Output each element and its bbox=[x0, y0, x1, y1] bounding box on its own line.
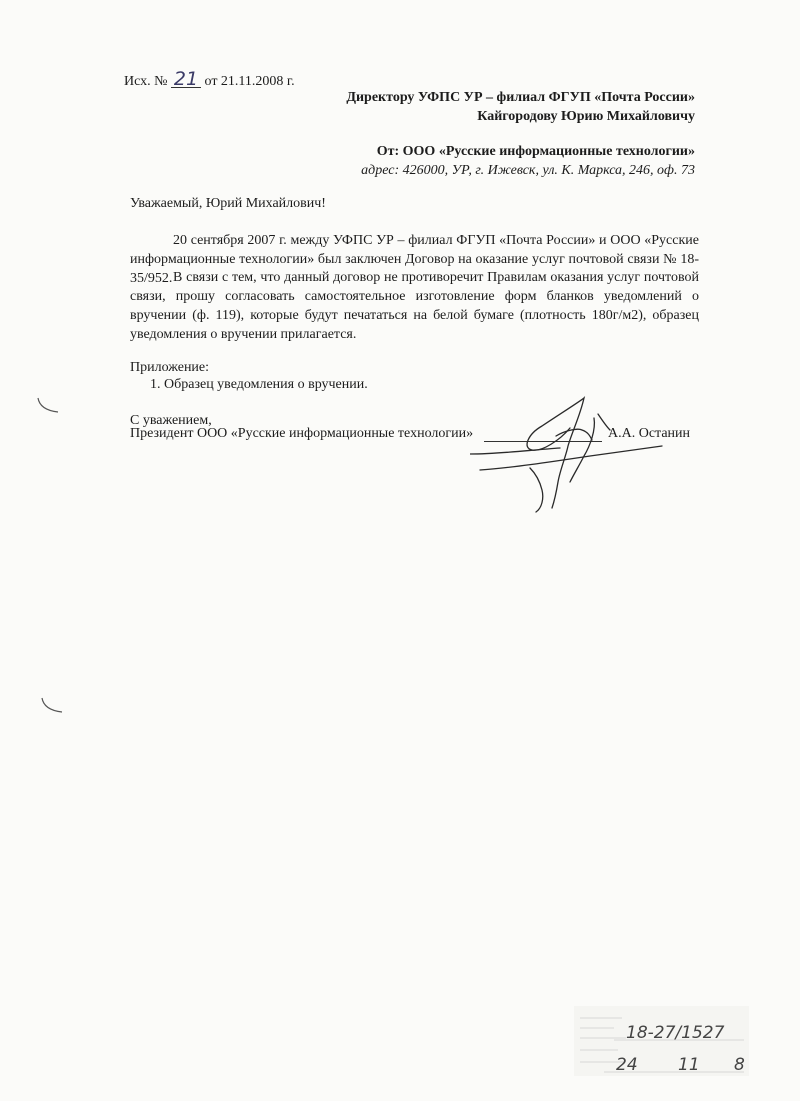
signer-name: А.А. Останин bbox=[608, 426, 691, 441]
outgoing-number: 21 bbox=[171, 71, 201, 88]
attachment-item: 1. Образец уведомления о вручении. bbox=[150, 377, 368, 392]
recipient-line-2: Кайгородову Юрию Михайловичу bbox=[477, 109, 695, 124]
sender-line: От: ООО «Русские информационные технологии» bbox=[376, 144, 695, 159]
punch-hole-mark-top bbox=[30, 394, 70, 418]
body-paragraph-2: В связи с тем, что данный договор не противоречит Правилам оказания услуг почтовой связи, прошу согласовать самостоятельное изготовление форм бланков уведомлений о вручении (ф. 119), которые будут печататься на белой бумаге (плотность 180г/м2), образец уведомления о вручении прилагается. bbox=[130, 270, 699, 342]
handwritten-signature bbox=[470, 390, 670, 520]
recipient-line-1: Директору УФПС УР – филиал ФГУП «Почта России» bbox=[346, 90, 695, 105]
stamp-day: 24 bbox=[616, 1055, 638, 1075]
signer-position: Президент ООО «Русские информационные технологии» bbox=[130, 426, 474, 441]
stamp-month: 11 bbox=[678, 1055, 700, 1075]
sender-address: адрес: 426000, УР, г. Ижевск, ул. К. Маркса, 246, оф. 73 bbox=[361, 163, 695, 178]
registration-stamp bbox=[574, 1000, 754, 1080]
attachments-label: Приложение: bbox=[130, 360, 210, 375]
stamp-registration-number: 18-27/1527 bbox=[626, 1023, 725, 1043]
outgoing-date: от 21.11.2008 г. bbox=[204, 74, 295, 89]
outgoing-prefix: Исх. № bbox=[124, 74, 168, 89]
punch-hole-mark-bottom bbox=[34, 694, 74, 718]
body-paragraph-1: 20 сентября 2007 г. между УФПС УР – филиал ФГУП «Почта России» и ООО «Русские информационные технологии» был заключен Договор на оказание услуг почтовой связи № 18-35/952. bbox=[130, 233, 699, 286]
outgoing-number-line bbox=[124, 68, 295, 90]
closing-regards: С уважением, bbox=[130, 413, 212, 428]
greeting: Уважаемый, Юрий Михайлович! bbox=[130, 196, 326, 211]
stamp-year: 8 bbox=[734, 1055, 745, 1075]
